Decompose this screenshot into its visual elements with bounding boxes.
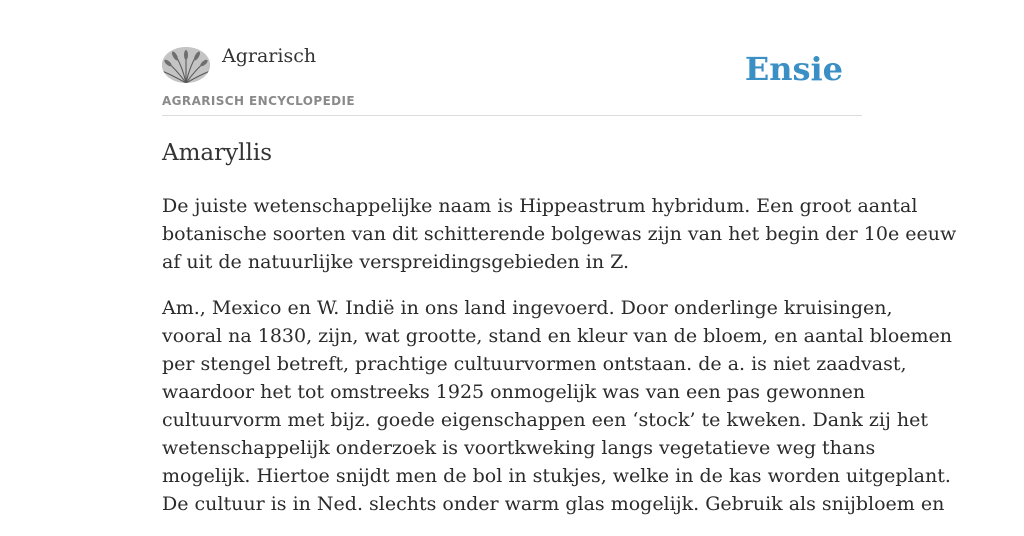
article-title: Amaryllis bbox=[162, 140, 272, 166]
text-line: mogelijk. Hiertoe snijdt men de bol in stukjes, welke in de kas worden uitgeplant. bbox=[162, 465, 951, 487]
ensie-logo-link[interactable]: Ensie bbox=[744, 50, 843, 88]
text-line: vooral na 1830, zijn, wat grootte, stand en kleur van de bloem, en aantal bloemen bbox=[162, 325, 953, 347]
text-line: Am., Mexico en W. Indië in ons land ingevoerd. Door onderlinge kruisingen, bbox=[162, 297, 893, 319]
text-line: per stengel betreft, prachtige cultuurvormen ontstaan. de a. is niet zaadvast, bbox=[162, 353, 907, 375]
site-name-link[interactable]: Agrarisch bbox=[222, 45, 317, 67]
text-line: botanische soorten van dit schitterende bolgewas zijn van het begin der 10e eeuw bbox=[162, 223, 957, 245]
site-subtitle: AGRARISCH ENCYCLOPEDIE bbox=[162, 94, 355, 108]
page bbox=[162, 0, 957, 515]
text-line: waardoor het tot omstreeks 1925 onmogelijk was van een pas gewonnen bbox=[162, 381, 866, 403]
text-line: wetenschappelijk onderzoek is voortkweking langs vegetatieve weg thans bbox=[162, 437, 876, 459]
text-line: De cultuur is in Ned. slechts onder warm glas mogelijk. Gebruik als snijbloem en bbox=[162, 493, 945, 515]
text-line: cultuurvorm met bijz. goede eigenschappen een ‘stock’ te kweken. Dank zij het bbox=[162, 409, 929, 431]
article-body bbox=[162, 192, 957, 536]
text-line: De juiste wetenschappelijke naam is Hippeastrum hybridum. Een groot aantal bbox=[162, 195, 918, 217]
wheat-icon[interactable] bbox=[162, 47, 210, 83]
article-paragraph bbox=[162, 192, 957, 276]
text-line: af uit de natuurlijke verspreidingsgebieden in Z. bbox=[162, 251, 630, 273]
header-divider bbox=[162, 115, 862, 116]
article-paragraph bbox=[162, 294, 953, 518]
